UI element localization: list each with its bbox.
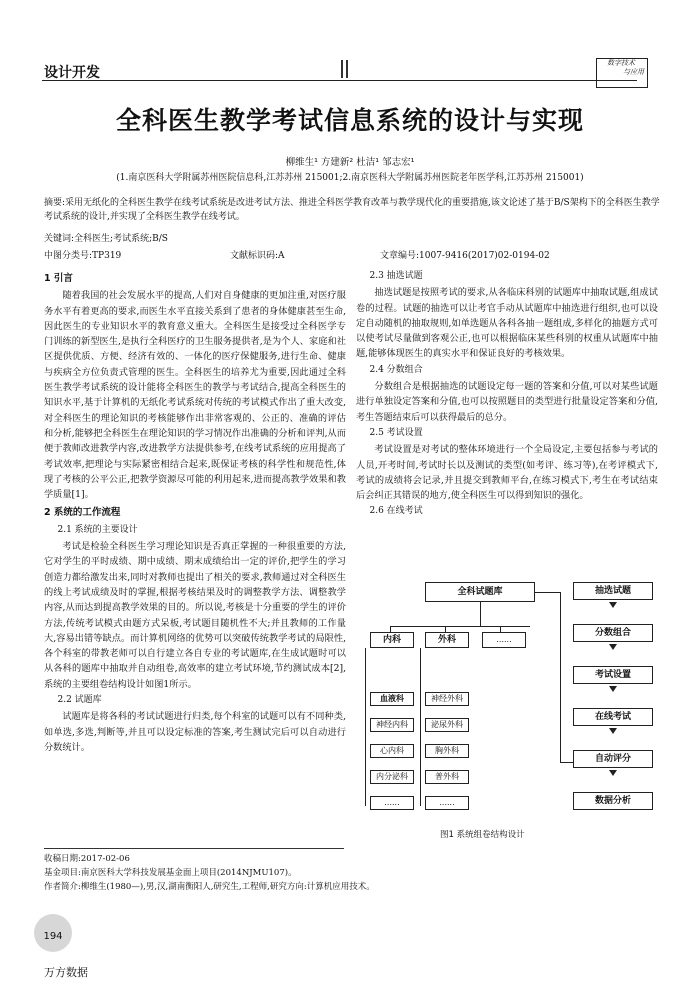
keywords: 关键词:全科医生;考试系统;B/S	[44, 234, 168, 244]
waike-item: 神经外科	[425, 692, 469, 706]
waike-item: 泌尿外科	[425, 718, 469, 732]
flow-step: 自动评分	[573, 750, 653, 768]
header-bars	[341, 60, 351, 82]
flow-step: 考试设置	[573, 666, 653, 684]
heading-2-3: 2.3 抽选试题	[369, 271, 423, 281]
neike-item: 血液科	[370, 692, 414, 706]
page-number: 194	[34, 914, 72, 952]
para-2-4: 分数组合是根据抽选的试题设定每一题的答案和分值,可以对某些试题进行单独设定答案和分值,也可以按照题目的类型进行批量设定答案和分值,考生答题结束后可以获得最后的总分。	[356, 381, 658, 423]
footnote-bio: 作者简介:柳维生(1980—),男,汉,湖南衡阳人,研究生,工程师,研究方向:计算机应用技术。	[44, 882, 375, 892]
figure-caption: 图1 系统组卷结构设计	[440, 830, 525, 840]
footnotes	[44, 852, 375, 894]
para-2-3: 抽选试题是按照考试的要求,从各临床科别的试题库中抽取试题,组成试卷的过程。试题的抽选可以让考官手动从试题库中抽选进行组织,也可以设定自动随机的抽取规则,如单选题从各科各抽一题组成,多样化的抽题方式可以使考试尽量做到客观公正,也可以根据临床某些科别的权重从试题库中抽题,能够体现医生的真实水平和保证良好的考核效果。	[356, 287, 658, 360]
journal-line1: 数字技术	[607, 59, 635, 67]
affiliations: (1.南京医科大学附属苏州医院信息科,江苏苏州 215001;2.南京医科大学附属苏州医院老年医学科,江苏苏州 215001)	[116, 173, 584, 183]
question-bank-box: 全科试题库	[425, 582, 535, 602]
heading-2-2: 2.2 试题库	[57, 695, 102, 706]
flow-step: 在线考试	[573, 708, 653, 726]
article-number: 文章编号:1007-9416(2017)02-0194-02	[380, 251, 550, 261]
flow-step: 数据分析	[573, 792, 653, 810]
waike-item: 胸外科	[425, 744, 469, 758]
authors: 柳维生¹ 方建新² 杜洁¹ 邹志宏¹	[285, 157, 415, 168]
clc-number: 中图分类号:TP319	[44, 251, 122, 261]
footnote-fund: 基金项目:南京医科大学科技发展基金面上项目(2014NJMU107)。	[44, 868, 297, 878]
journal-line2: 与应用	[623, 68, 644, 76]
heading-intro: 1 引言	[44, 273, 73, 284]
heading-2-6: 2.6 在线考试	[369, 506, 423, 517]
heading-2-1: 2.1 系统的主要设计	[57, 524, 138, 535]
journal-badge	[596, 58, 648, 88]
heading-2-4: 2.4 分数组合	[369, 364, 423, 375]
waike-item: ......	[425, 796, 469, 810]
section-label: 设计开发	[44, 65, 100, 81]
neike-item: ......	[370, 796, 414, 810]
brand-watermark: 万方数据	[44, 966, 88, 979]
paper-title: 全科医生教学考试信息系统的设计与实现	[115, 106, 584, 135]
document-code: 文献标识码:A	[230, 251, 285, 261]
flow-step: 抽选试题	[573, 582, 653, 600]
para-2-5: 考试设置是对考试的整体环境进行一个全局设定,主要包括参与考试的人员,开考时间,考试时长以及测试的类型(如考评、练习等),在考评模式下,考试的成绩将会记录,并且提交到教师平台,在练习模式下,考生在考试结束后会纠正其错误的地方,使全科医生可以得到知识的强化。	[356, 444, 658, 502]
footnote-rule	[44, 848, 344, 849]
flow-step: 分数组合	[573, 624, 653, 642]
neike-item: 内分泌科	[370, 770, 414, 784]
abstract: 摘要:采用无纸化的全科医生教学在线考试系统是改进考试方法、推进全科医学教育改革与教学现代化的重要措施,该文论述了基于B/S架构下的全科医生教学考试系统的设计,并实现了全科医生教学在线考试。	[44, 198, 660, 222]
neike-item: 神经内科	[370, 718, 414, 732]
left-column	[44, 268, 346, 755]
waike-item: 普外科	[425, 770, 469, 784]
footnote-received: 收稿日期:2017-02-06	[44, 854, 130, 864]
para-2-2: 试题库是将各科的考试试题进行归类,每个科室的试题可以有不同种类,如单选,多选,判断等,并且可以设定标准的答案,考生测试完后可以自动进行分数统计。	[44, 711, 346, 753]
dept-surgery: 外科	[425, 632, 469, 648]
right-column	[356, 268, 658, 521]
para-intro: 随着我国的社会发展水平的提高,人们对自身健康的更加注重,对医疗服务水平有着更高的要求,而医生水平直接关系到了患者的身体健康甚至生命,因此医生的专业知识水平的教育意义重大。全科医生是接受过全科医学专门训练的新型医生,是执行全科医疗的卫生服务提供者,是为个人、家庭和社区提供优质、方便、经济有效的、一体化的医疗保健服务,进行生命、健康与疾病全方位负责式管理的医生。全科医生的培养尤为重要,因此通过全科医生教学考试系统的设计能将全科医生的教学与考试结合,提高全科医生的知识水平,基于计算机的无纸化考试系统对传统的考试模式作出了重大改变,对全科医生的理论知识的考核能够作出非常客观的、公正的、准确的评估和分析,能够把全科医生在理论知识的学习情况作出准确的分析和评判,从而便于教师改进教学内容,改进教学方法提供参考,在线考试系统的应用提高了考试效率,把理论与实际紧密相结合起来,既保证考核的科学性和规范性,体现了考核的公平公正,把教学资源尽可能的利用起来,进而提高教学效果和教学质量[1]。	[44, 290, 346, 501]
para-2-1: 考试是检验全科医生学习理论知识是否真正掌握的一种很重要的方法,它对学生的平时成绩、期中成绩、期末成绩给出一定的评价,把学生的学习创造力都给激发出来,同时对教师也提出了相关的要求,教师通过对全科医生的线上考试成绩及时的掌握,根据考核结果及时的调整教学方法、调整教学内容,从而达到提高教学效果的目的。所以说,考核是十分重要的学生的评价方法,传统考试模式由题方式呆板,考试题目随机性不大;并且教师的工作量大,容易出错等缺点。而计算机网络的优势可以突破传统教学考试的局限性,各个科室的带教老师可以自行建立各自专业的考试题库,在生成试题时可以从各科的题库中抽取并自动组卷,高效率的建立考试环境,节约测试成本[2],系统的主要组卷结构设计如图1所示。	[44, 541, 346, 690]
dept-more: ......	[482, 632, 526, 648]
heading-workflow: 2 系统的工作流程	[44, 507, 121, 519]
neike-item: 心内科	[370, 744, 414, 758]
header-rule	[42, 80, 637, 81]
dept-internal: 内科	[370, 632, 414, 648]
heading-2-5: 2.5 考试设置	[369, 427, 423, 438]
